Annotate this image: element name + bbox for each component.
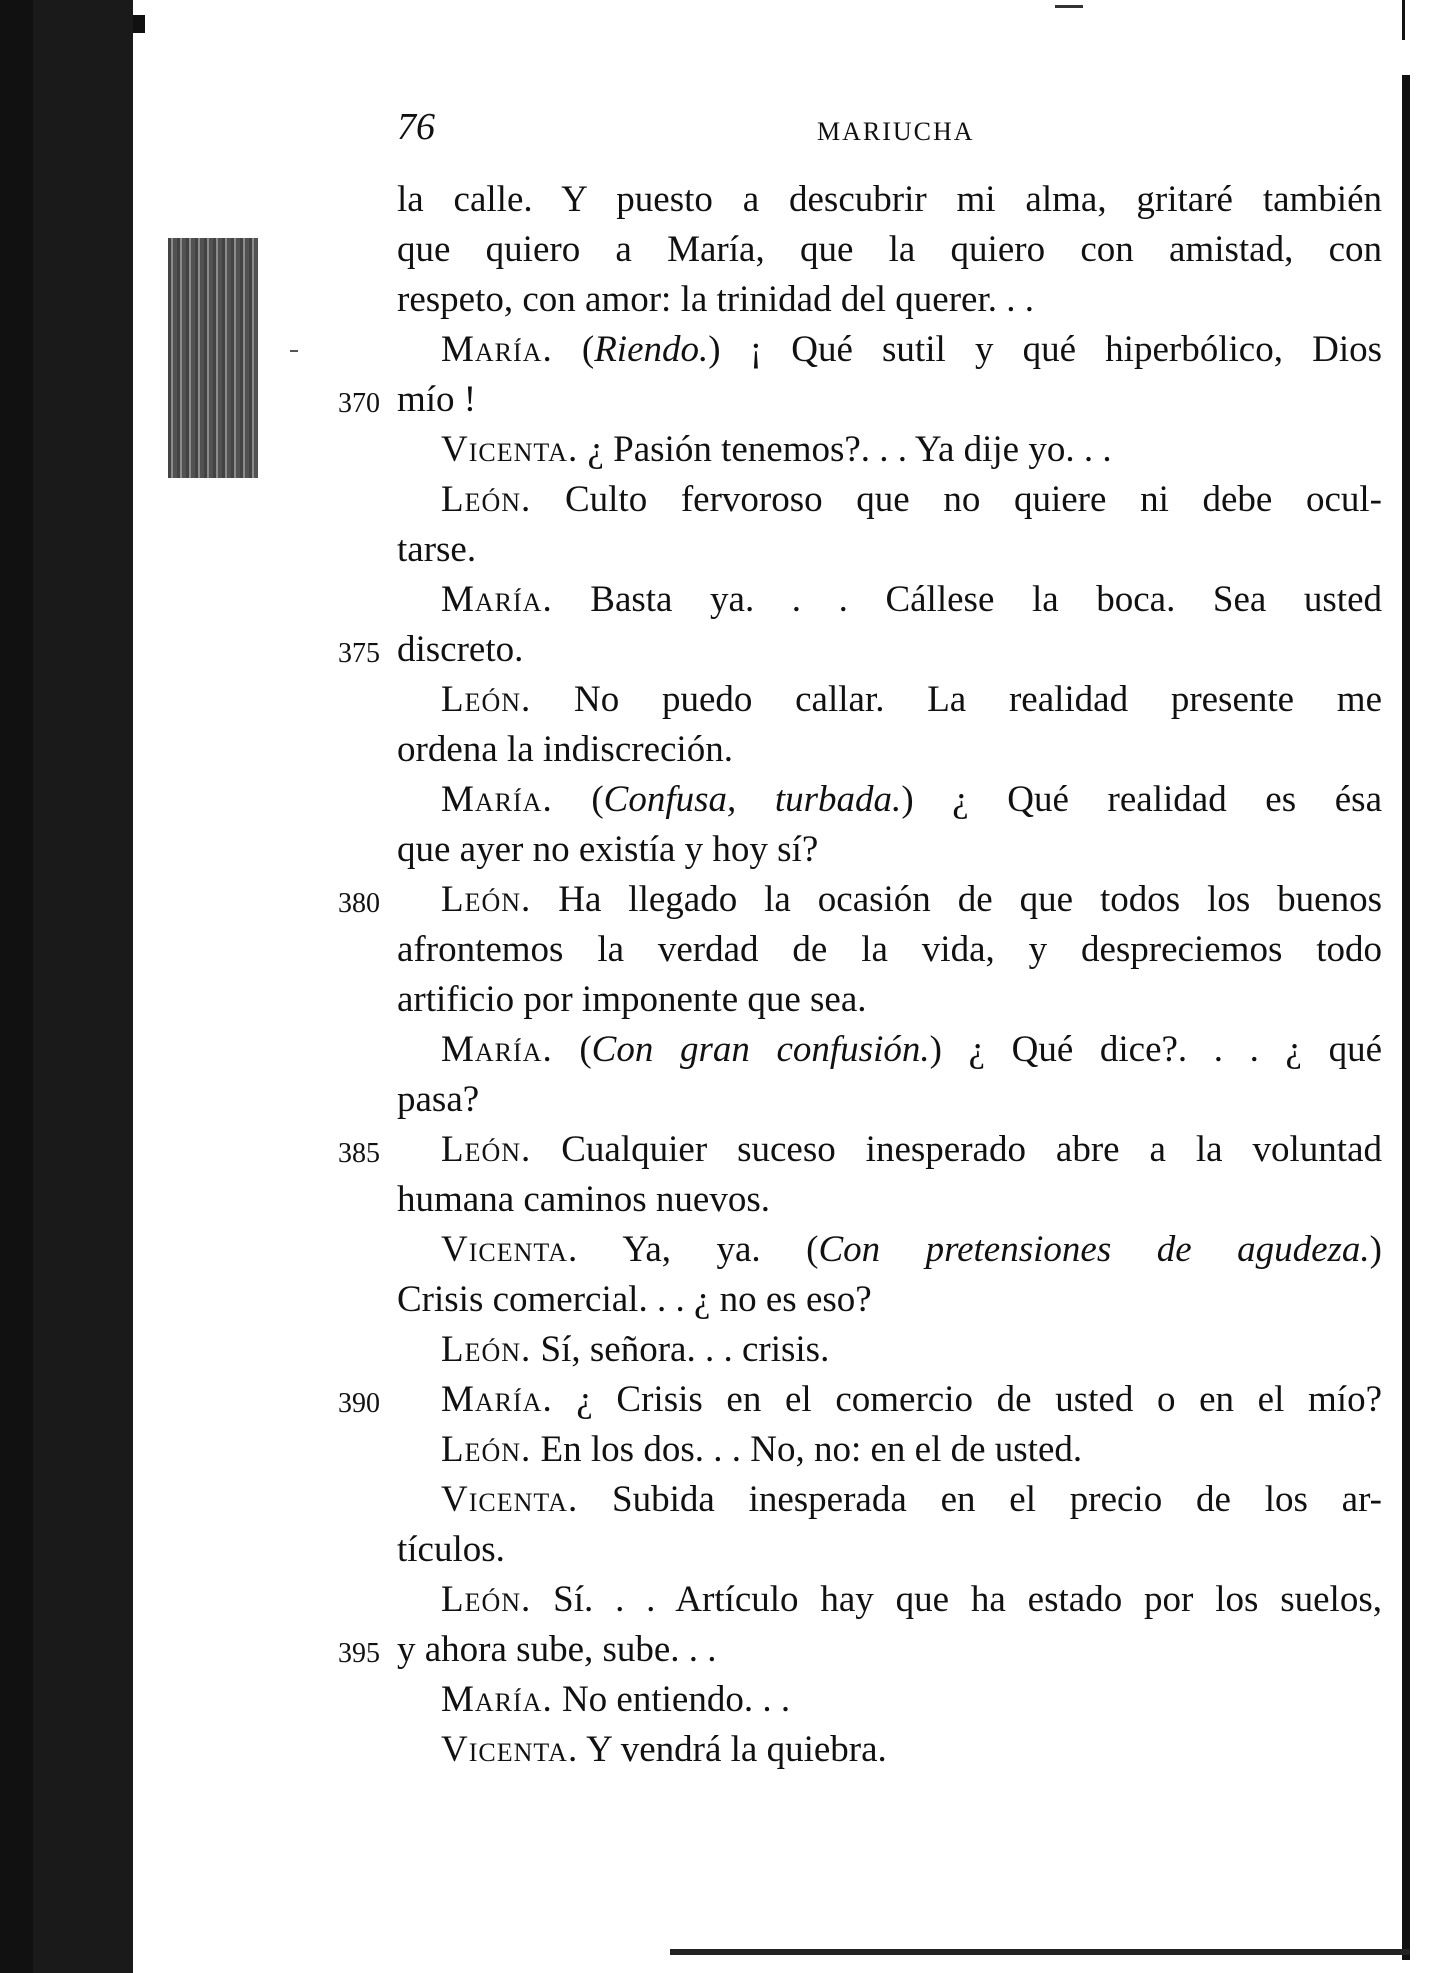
text-line	[397, 725, 1382, 775]
speaker-name: María.	[441, 1679, 553, 1720]
speaker-name: Vicenta.	[441, 1229, 579, 1270]
text-line	[397, 225, 1382, 275]
speaker-name: Vicenta.	[441, 1729, 579, 1770]
text-line	[397, 525, 1382, 575]
text-line	[397, 475, 1382, 525]
speaker-name: María.	[441, 579, 553, 620]
text-line	[397, 1175, 1382, 1225]
line-text: ¿ Crisis en el comercio de usted o en el mío?	[576, 1379, 1383, 1420]
text-line	[338, 875, 1383, 925]
text-line	[397, 1075, 1382, 1125]
scan-smudge	[168, 238, 258, 478]
line-text: la calle. Y puesto a descubrir mi alma, gritaré también	[397, 179, 1382, 220]
text-line	[397, 975, 1382, 1025]
page-gutter	[33, 0, 133, 1973]
page-edge-right	[1402, 75, 1410, 1960]
line-number: 380	[338, 888, 380, 919]
line-text: Sí, señora. . . crisis.	[540, 1329, 830, 1370]
line-text: Cualquier suceso inesperado abre a la voluntad	[561, 1129, 1383, 1170]
speaker-name: León.	[441, 479, 532, 520]
line-text: ¿ Qué dice?. . . ¿ qué	[968, 1029, 1382, 1070]
line-text: respeto, con amor: la trinidad del querer. . .	[397, 279, 1035, 320]
text-line	[338, 625, 1382, 675]
stage-direction: Con pretensiones de agudeza.	[818, 1229, 1370, 1270]
speaker-name: León.	[441, 1429, 532, 1470]
text-line: María. (Confusa, turbada.) ¿ Qué realidad es ésa	[441, 779, 1382, 820]
line-text: No puedo callar. La realidad presente me	[574, 679, 1383, 720]
text-line	[397, 575, 1382, 625]
text-line	[397, 1475, 1382, 1525]
line-text: ¿ Qué realidad es ésa	[952, 779, 1382, 820]
line-text: artificio por imponente que sea.	[397, 979, 867, 1020]
line-text: discreto.	[397, 629, 524, 670]
stage-direction: Confusa, turbada.	[603, 779, 902, 820]
line-text: ordena la indiscreción.	[397, 729, 733, 770]
line-number: 395	[338, 1638, 380, 1669]
line-text: mío !	[397, 379, 477, 420]
line-text: humana caminos nuevos.	[397, 1179, 770, 1220]
page-number: 76	[397, 106, 435, 148]
line-text: afrontemos la verdad de la vida, y despreciemos todo	[397, 929, 1382, 970]
line-number: 390	[338, 1388, 380, 1419]
text-line	[397, 1575, 1382, 1625]
line-number: 370	[338, 388, 380, 419]
text-line	[338, 1625, 1382, 1675]
text-line	[397, 175, 1382, 225]
text-line	[397, 1725, 1382, 1775]
line-text: tículos.	[397, 1529, 505, 1570]
speaker-name: María.	[441, 779, 553, 820]
speaker-name: María.	[441, 1379, 553, 1420]
speaker-name: León.	[441, 879, 532, 920]
speaker-name: Vicenta.	[441, 429, 579, 470]
running-title: MARIUCHA	[817, 117, 975, 146]
line-text: ¿ Pasión tenemos?. . . Ya dije yo. . .	[587, 429, 1112, 470]
stage-direction: Con gran confusión.	[591, 1029, 930, 1070]
line-text: pasa?	[397, 1079, 480, 1120]
line-text: tarse.	[397, 529, 477, 570]
text-line: María. (Con gran confusión.) ¿ Qué dice?. . . ¿ qué	[441, 1029, 1382, 1070]
text-line: Vicenta. Ya, ya. (Con pretensiones de agudeza.)	[441, 1229, 1382, 1270]
text-line	[397, 1425, 1382, 1475]
line-text: No entiendo. . .	[561, 1679, 791, 1720]
line-text: Ya, ya.	[622, 1229, 761, 1270]
text-line	[397, 1525, 1382, 1575]
text-line	[397, 275, 1382, 325]
text-line	[338, 1125, 1383, 1175]
text-line: María. (Riendo.) ¡ Qué sutil y qué hiperbólico, Dios	[441, 329, 1383, 370]
line-text: Sí. . . Artículo hay que ha estado por los suelos,	[553, 1579, 1382, 1620]
scan-mark	[133, 15, 145, 33]
line-text: Culto fervoroso que no quiere ni debe ocul-	[564, 479, 1383, 520]
line-text: Crisis comercial. . . ¿ no es eso?	[397, 1279, 872, 1320]
speaker-name: María.	[441, 329, 553, 370]
page-header	[397, 105, 1382, 155]
line-text: y ahora sube, sube. . .	[397, 1629, 717, 1670]
line-text: que ayer no existía y hoy sí?	[397, 829, 819, 870]
text-line	[338, 1375, 1383, 1425]
line-text: Y vendrá la quiebra.	[586, 1729, 887, 1770]
line-text: En los dos. . . No, no: en el de usted.	[540, 1429, 1083, 1470]
speaker-name: León.	[441, 1129, 532, 1170]
line-text: Basta ya. . . Cállese la boca. Sea usted	[590, 579, 1382, 620]
page-edge-right-top	[1402, 0, 1405, 40]
play-text	[338, 175, 1383, 1775]
text-line	[397, 1675, 1382, 1725]
speaker-name: León.	[441, 679, 532, 720]
line-text: Ha llegado la ocasión de que todos los buenos	[558, 879, 1383, 920]
text-line	[397, 1325, 1382, 1375]
scan-dash	[1055, 5, 1083, 8]
scan-tick	[290, 350, 298, 352]
speaker-name: León.	[441, 1579, 532, 1620]
page-shadow-left	[0, 0, 33, 1973]
text-line	[338, 375, 1382, 425]
text-line	[397, 825, 1382, 875]
speaker-name: Vicenta.	[441, 1479, 579, 1520]
stage-direction: Riendo.	[594, 329, 709, 370]
text-line	[397, 675, 1382, 725]
line-number: 385	[338, 1138, 380, 1169]
line-text: ¡ Qué sutil y qué hiperbólico, Dios	[749, 329, 1383, 370]
speaker-name: León.	[441, 1329, 532, 1370]
text-line	[397, 925, 1382, 975]
line-number: 375	[338, 638, 380, 669]
line-text: Subida inesperada en el precio de los ar-	[612, 1479, 1383, 1520]
line-text: que quiero a María, que la quiero con amistad, con	[397, 229, 1382, 270]
speaker-name: María.	[441, 1029, 553, 1070]
text-line	[397, 425, 1382, 475]
page-edge-bottom	[670, 1949, 1410, 1955]
text-line	[397, 1275, 1382, 1325]
